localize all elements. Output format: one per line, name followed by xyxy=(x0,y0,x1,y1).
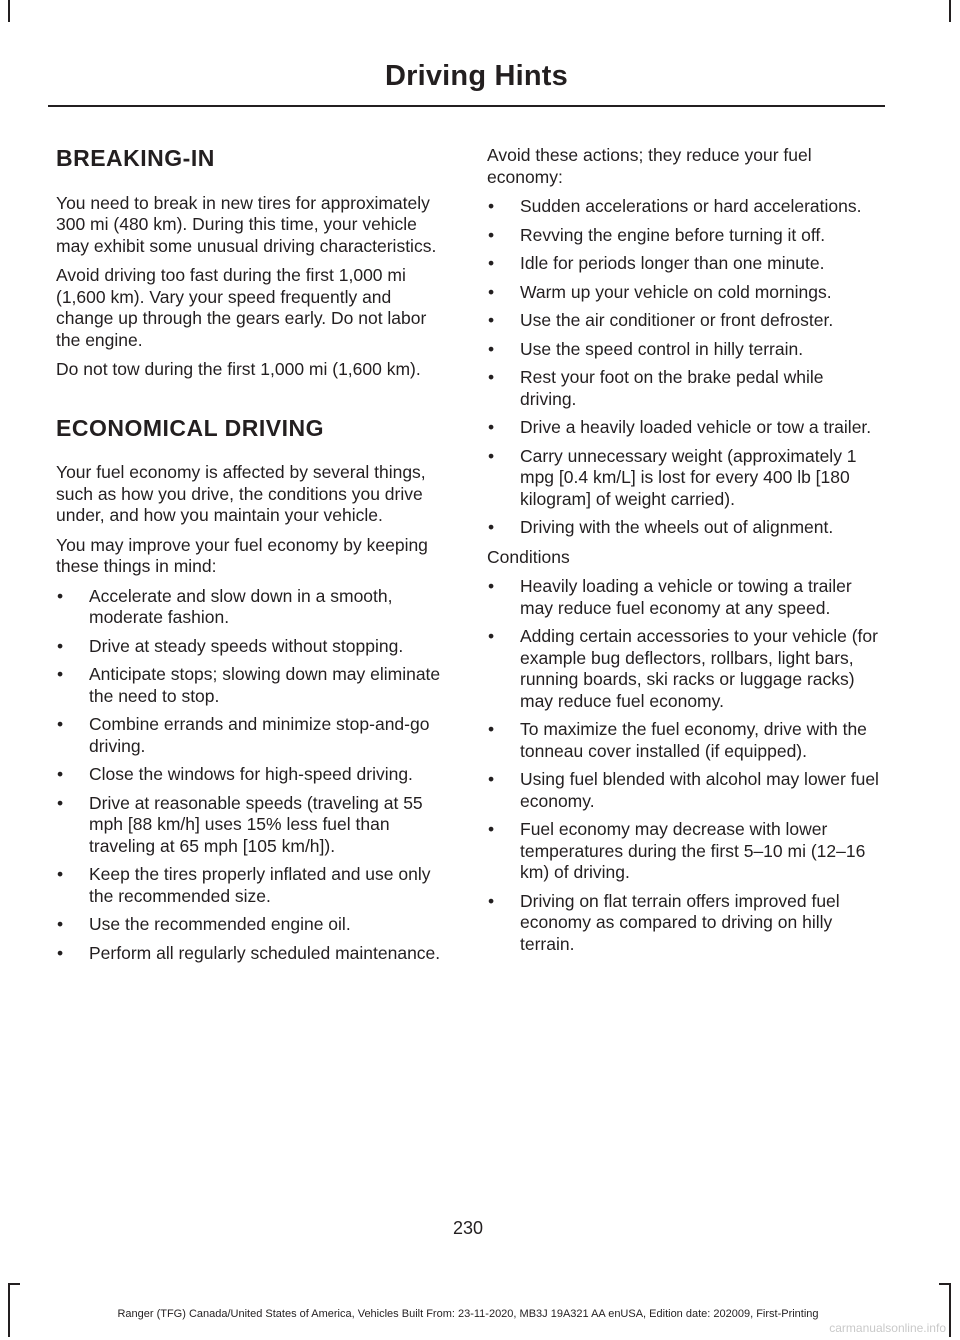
crop-mark-top-left xyxy=(8,0,10,22)
economical-driving-heading: ECONOMICAL DRIVING xyxy=(56,414,324,441)
bullet: • xyxy=(488,196,495,216)
bullet: • xyxy=(57,585,64,606)
header-rule xyxy=(48,105,885,107)
list-item-text: Close the windows for high-speed driving. xyxy=(89,764,413,785)
conditions-list xyxy=(487,576,882,955)
bullet: • xyxy=(488,719,495,739)
list-item xyxy=(487,576,882,619)
list-item-text: Use the speed control in hilly terrain. xyxy=(520,338,804,359)
bullet: • xyxy=(57,664,64,685)
list-item-text: Adding certain accessories to your vehicle (for example bug deflectors, rollbars, light bars, running boards, ski racks or luggage racks) may reduce fuel economy. xyxy=(520,626,878,711)
list-item xyxy=(56,793,451,858)
list-item-text: Combine errands and minimize stop-and-go driving. xyxy=(89,714,430,756)
bullet: • xyxy=(488,445,495,466)
list-item-text: Sudden accelerations or hard accelerations. xyxy=(520,196,862,216)
bullet: • xyxy=(57,914,64,935)
list-item-text: Use the recommended engine oil. xyxy=(89,914,351,935)
crop-mark-top-right xyxy=(949,0,951,22)
list-item xyxy=(487,225,882,247)
bullet: • xyxy=(57,635,64,656)
list-item-text: Carry unnecessary weight (approximately 1 mpg [0.4 km/L] is lost for every 400 lb [180 kilogram] of weight carried). xyxy=(520,445,857,509)
list-item xyxy=(56,943,451,965)
list-item xyxy=(56,664,451,707)
breaking-in-paragraph: Avoid driving too fast during the first 1,000 mi (1,600 km). Vary your speed frequently and change up through the gears early. Do not labor the engine. xyxy=(56,265,427,350)
page-number: 230 xyxy=(452,1218,484,1238)
breaking-in-paragraph: Do not tow during the first 1,000 mi (1,600 km). xyxy=(56,359,421,380)
list-item-text: Rest your foot on the brake pedal while driving. xyxy=(520,367,824,409)
list-item xyxy=(487,253,882,275)
list-item xyxy=(487,517,882,539)
bullet: • xyxy=(488,576,495,596)
list-item-text: Drive at reasonable speeds (traveling at 55 mph [88 km/h] uses 15% less fuel than traveling at 65 mph [105 km/h]). xyxy=(89,792,423,856)
list-item-text: Accelerate and slow down in a smooth, moderate fashion. xyxy=(89,585,393,628)
bullet: • xyxy=(57,714,64,735)
conditions-label: Conditions xyxy=(487,546,570,567)
list-item-text: Driving on flat terrain offers improved fuel economy as compared to driving on hilly terrain. xyxy=(520,890,840,954)
bullet: • xyxy=(488,417,495,437)
list-item xyxy=(487,446,882,511)
list-item-text: Fuel economy may decrease with lower temperatures during the first 5–10 mi (12–16 km) of driving. xyxy=(520,819,866,882)
list-item xyxy=(487,819,882,884)
bullet: • xyxy=(488,890,495,911)
left-column xyxy=(56,145,451,972)
bullet: • xyxy=(57,942,64,963)
list-item-text: Anticipate stops; slowing down may eliminate the need to stop. xyxy=(89,664,441,706)
list-item xyxy=(487,196,882,218)
bullet: • xyxy=(488,367,495,387)
list-item-text: Keep the tires properly inflated and use only the recommended size. xyxy=(89,864,431,906)
bullet: • xyxy=(488,281,495,302)
breaking-in-paragraph: You need to break in new tires for approximately 300 mi (480 km). During this time, your vehicle may exhibit some unusual driving characteristics. xyxy=(56,192,437,256)
crop-mark-bottom-right-horizontal xyxy=(939,1283,951,1285)
bullet: • xyxy=(488,338,495,359)
list-item xyxy=(487,339,882,361)
bullet: • xyxy=(488,626,495,646)
economical-paragraph: Your fuel economy is affected by several things, such as how you drive, the conditions you drive under, and how you maintain your vehicle. xyxy=(56,462,426,526)
bullet: • xyxy=(57,864,64,885)
list-item xyxy=(487,310,882,332)
list-item-text: Idle for periods longer than one minute. xyxy=(520,253,825,273)
list-item-text: Driving with the wheels out of alignment. xyxy=(520,517,834,537)
list-item xyxy=(487,282,882,304)
economy-tips-list xyxy=(56,586,451,965)
list-item xyxy=(487,769,882,812)
list-item xyxy=(487,891,882,956)
list-item xyxy=(487,417,882,439)
crop-mark-bottom-right xyxy=(949,1283,951,1337)
bullet: • xyxy=(488,517,495,537)
avoid-actions-list xyxy=(487,196,882,539)
crop-mark-bottom-left-horizontal xyxy=(8,1283,20,1285)
list-item xyxy=(487,719,882,762)
list-item xyxy=(56,864,451,907)
breaking-in-heading: BREAKING-IN xyxy=(56,145,215,171)
bullet: • xyxy=(488,253,495,273)
watermark: carmanualsonline.info xyxy=(829,1321,946,1335)
list-item-text: Drive at steady speeds without stopping. xyxy=(89,635,404,656)
list-item xyxy=(56,764,451,786)
list-item-text: Drive a heavily loaded vehicle or tow a trailer. xyxy=(520,417,872,437)
bullet: • xyxy=(488,769,495,789)
bullet: • xyxy=(488,310,495,330)
list-item-text: Warm up your vehicle on cold mornings. xyxy=(520,281,832,302)
list-item xyxy=(56,914,451,936)
list-item xyxy=(487,626,882,712)
list-item-text: To maximize the fuel economy, drive with the tonneau cover installed (if equipped). xyxy=(520,719,867,761)
right-column xyxy=(487,145,882,963)
list-item-text: Perform all regularly scheduled maintenance. xyxy=(89,942,441,963)
avoid-actions-intro: Avoid these actions; they reduce your fuel economy: xyxy=(487,145,812,187)
list-item-text: Use the air conditioner or front defroster. xyxy=(520,310,834,330)
bullet: • xyxy=(488,819,495,839)
economical-paragraph: You may improve your fuel economy by keeping these things in mind: xyxy=(56,534,428,577)
list-item xyxy=(56,714,451,757)
list-item-text: Using fuel blended with alcohol may lower fuel economy. xyxy=(520,769,879,811)
bullet: • xyxy=(488,224,495,245)
page-header-title: Driving Hints xyxy=(384,60,568,92)
list-item-text: Heavily loading a vehicle or towing a trailer may reduce fuel economy at any speed. xyxy=(520,576,852,618)
footer-edition-info: Ranger (TFG) Canada/United States of America, Vehicles Built From: 23-11-2020, MB3J 19A321 AA enUSA, Edition date: 202009, First-Printing xyxy=(117,1308,819,1320)
bullet: • xyxy=(57,792,64,813)
list-item xyxy=(56,586,451,629)
list-item xyxy=(487,367,882,410)
bullet: • xyxy=(57,764,64,785)
list-item xyxy=(56,636,451,658)
list-item-text: Revving the engine before turning it off. xyxy=(520,224,826,245)
